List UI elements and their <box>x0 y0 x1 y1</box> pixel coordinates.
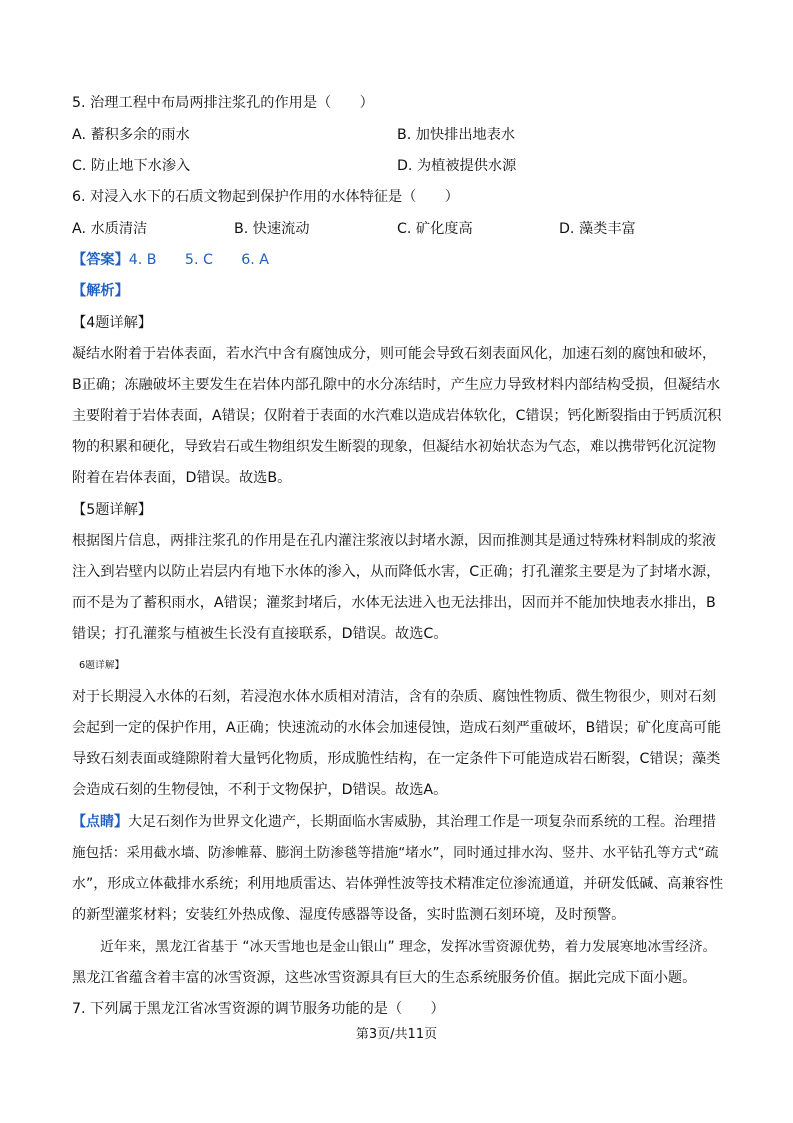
q6-option-b: B. 快速流动 <box>234 221 310 237</box>
q6-option-d: D. 藻类丰富 <box>559 221 636 237</box>
q4-detail-line: 物的积累和硬化，导致岩石或生物组织发生断裂的现象，但凝结水初始状态为气态，难以携带钙化沉淀物 <box>72 439 716 455</box>
answer-values: 4. B 5. C 6. A <box>128 252 269 268</box>
q6-detail-line: 对于长期浸入水体的石刻，若浸泡水体水质相对清洁，含有的杂质、腐蚀性物质、微生物很少，则对石刻 <box>72 689 716 705</box>
q5-option-d: D. 为植被提供水源 <box>397 158 517 174</box>
intro-line: 近年来，黑龙江省基于 “冰天雪地也是金山银山” 理念，发挥冰雪资源优势，着力发展寒地冰雪经济。 <box>100 939 717 955</box>
dianjing-first-line <box>72 812 724 832</box>
q5-option-b: B. 加快排出地表水 <box>397 127 516 143</box>
analysis-label: 【解析】 <box>72 283 129 299</box>
q6-option-c: C. 矿化度高 <box>397 221 473 237</box>
q4-detail-heading: 【4题详解】 <box>72 315 152 331</box>
q4-detail-line: B正确；冻融破坏主要发生在岩体内部孔隙中的水分冻结时，产生应力导致材料内部结构受损，但凝结水 <box>72 377 721 393</box>
q5-detail-line: 而不是为了蓄积雨水，A错误；灌浆封堵后，水体无法进入也无法排出，因而并不能加快地表水排出，B <box>72 595 716 611</box>
q4-detail-line: 凝结水附着于岩体表面，若水汽中含有腐蚀成分，则可能会导致石刻表面风化，加速石刻的腐蚀和破坏， <box>72 346 716 362</box>
q5-stem: 5. 治理工程中布局两排注浆孔的作用是（ ） <box>72 95 374 111</box>
q6-stem: 6. 对浸入水下的石质文物起到保护作用的水体特征是（ ） <box>72 189 459 205</box>
q5-detail-heading: 【5题详解】 <box>72 502 152 518</box>
dianjing-text: 大足石刻作为世界文化遗产，长期面临水害威胁，其治理工作是一项复杂而系统的工程。治理措 <box>128 814 716 830</box>
dianjing-line: 水”，形成立体截排水系统；利用地质雷达、岩体弹性波等技术精准定位渗流通道，并研发低碱、高兼容性 <box>72 876 724 892</box>
answer-label: 【答案】 <box>72 252 129 268</box>
q4-detail-line: 主要附着于岩体表面，A错误；仅附着于表面的水汽难以造成岩体软化，C错误；钙化断裂指由于钙质沉积 <box>72 408 722 424</box>
q7-stem: 7. 下列属于黑龙江省冰雪资源的调节服务功能的是（ ） <box>72 1001 445 1017</box>
dianjing-line: 的新型灌浆材料；安装红外热成像、湿度传感器等设备，实时监测石刻环境，及时预警。 <box>72 907 626 923</box>
q5-detail-line: 注入到岩壁内以防止岩层内有地下水体的渗入，从而降低水害，C正确；打孔灌浆主要是为了封堵水源， <box>72 564 721 580</box>
q5-option-a: A. 蓄积多余的雨水 <box>72 127 190 143</box>
q5-detail-line: 根据图片信息，两排注浆孔的作用是在孔内灌注浆液以封堵水源，因而推测其是通过特殊材料制成的浆液 <box>72 533 716 549</box>
intro-line: 黑龙江省蕴含着丰富的冰雪资源，这些冰雪资源具有巨大的生态系统服务价值。据此完成下面小题。 <box>72 970 697 986</box>
q5-detail-line: 错误；打孔灌浆与植被生长没有直接联系，D错误。故选C。 <box>72 626 448 642</box>
q5-option-c: C. 防止地下水渗入 <box>72 158 191 174</box>
dianjing-line: 施包括：采用截水墙、防渗帷幕、膨润土防渗毯等措施“堵水”，同时通过排水沟、竖井、水平钻孔等方式“疏 <box>72 845 719 861</box>
q6-detail-heading: 6题详解】 <box>79 660 125 671</box>
q6-detail-line: 导致石刻表面或缝隙附着大量钙化物质，形成脆性结构，在一定条件下可能造成岩石断裂，C错误；藻类 <box>72 751 721 767</box>
page-footer: 第3页/共11页 <box>355 1027 438 1042</box>
q6-detail-line: 会起到一定的保护作用，A正确；快速流动的水体会加速侵蚀，造成石刻严重破坏，B错误；矿化度高可能 <box>72 720 722 736</box>
q4-detail-line: 附着在岩体表面，D错误。故选B。 <box>72 470 292 486</box>
dianjing-label: 【点睛】 <box>72 814 128 830</box>
answer-line <box>72 250 724 270</box>
q6-option-a: A. 水质清洁 <box>72 221 148 237</box>
q6-detail-line: 会造成石刻的生物侵蚀，不利于文物保护，D错误。故选A。 <box>72 782 448 798</box>
